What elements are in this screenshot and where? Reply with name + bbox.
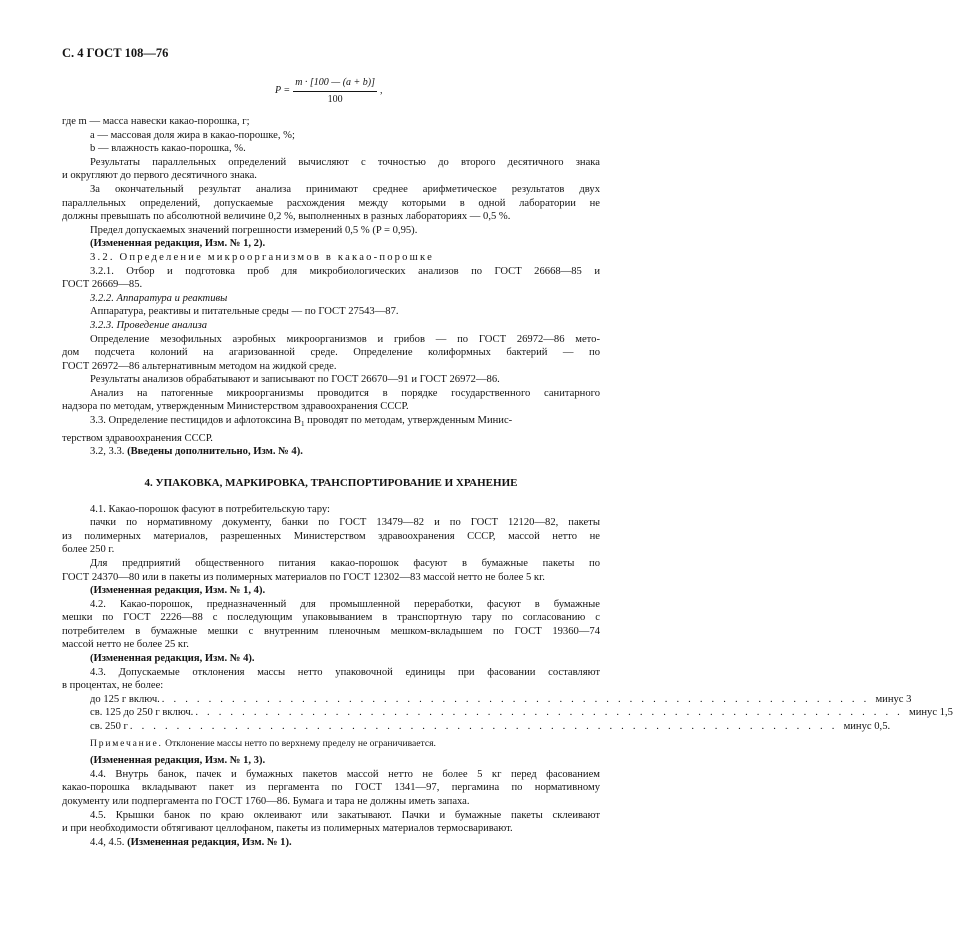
paragraph-line: из полимерных материалов, разрешенных Министерством здравоохранения СССР, массой нетто не [62,530,600,542]
paragraph-line: 4.1. Какао-порошок фасуют в потребительскую тару: [90,503,330,515]
variable-b: b — влажность какао-порошка, %. [90,143,246,155]
leader-dots: . . . . . . . . . . . . . . . . . . . . . . . . . . . . . . . . . . . . . . . . . . . . . . . . . . . . . . . . . . . . . [161,693,870,705]
note-text: Отклонение массы нетто по верхнему пределу не ограничивается. [162,737,436,749]
paragraph-line: пачки по нормативному документу, банки по ГОСТ 13479—82 и по ГОСТ 12120—82, пакеты [90,517,600,529]
page-header: С. 4 ГОСТ 108—76 [62,46,169,60]
subsection-title: 3.2. Определение микроорганизмов в какао-порошке [90,251,435,263]
paragraph-line: Анализ на патогенные микроорганизмы проводится в порядке государственного санитарного [90,387,600,399]
formula [275,76,383,106]
variable-m: где m — масса навески какао-порошка, г; [62,116,250,127]
paragraph-line: ГОСТ 26972—86 альтернативным методом на жидкой среде. [62,360,337,372]
tolerance-label: до 125 г включ. [90,693,160,705]
leader-dots: . . . . . . . . . . . . . . . . . . . . . . . . . . . . . . . . . . . . . . . . . . . . . . . . . . . . . . . . . . . . . [195,707,904,719]
revision-note [62,836,600,850]
paragraph-line: мешки по ГОСТ 2226—88 с последующим упаковыванием в транспортную тару по согласованию с [62,612,600,624]
paragraph-line: ГОСТ 24370—80 или в пакеты из полимерных материалов по ГОСТ 12302—83 массой нетто не более 5 кг. [62,571,545,583]
tolerance-value: минус 0,5. [843,721,891,733]
paragraph-line: в процентах, не более: [62,680,164,692]
paragraph-line: 4.4. Внутрь банок, пачек и бумажных пакетов массой нетто не более 5 кг перед фасованием [90,768,600,780]
paragraph-line: Результаты анализов обрабатывают и записывают по ГОСТ 26670—91 и ГОСТ 26972—86. [90,374,500,386]
formula-numerator: m · [100 — (a + b)] [293,76,377,92]
revision-note [62,445,600,459]
subsection-title: 3.2.3. Проведение анализа [90,319,208,331]
paragraph-line: какао-порошка вкладывают пакет из пергамента по ГОСТ 1341—97, пергамина по нормативному [62,782,600,794]
paragraph-line: и при необходимости обтягивают целлофаном, пакеты из полимерных материалов термосваривают. [62,823,513,835]
paragraph-line: должны превышать по абсолютной величине 0,2 %, выполненных в разных лабораториях — 0,5 %. [62,211,511,223]
tolerance-value: минус 1,5 [909,707,953,719]
formula-lhs: P = [275,85,291,97]
paragraph-line: Определение мезофильных аэробных микроорганизмов и грибов — по ГОСТ 26972—86 мето- [90,333,600,345]
note-bold: (Измененная редакция, Изм. № 1). [127,836,292,848]
formula-tail: , [380,85,383,97]
variable-a: a — массовая доля жира в какао-порошке, %; [90,129,295,141]
paragraph-line: ГОСТ 26669—85. [62,279,143,291]
section-title: 4. УПАКОВКА, МАРКИРОВКА, ТРАНСПОРТИРОВАНИЕ И ХРАНЕНИЕ [144,476,518,489]
revision-note: (Измененная редакция, Изм. № 1, 3). [90,755,266,767]
tolerance-row [62,706,953,720]
document-body [62,115,953,849]
paragraph-line: потребителем в бумажные мешки с внутренним пленочным мешком-вкладышем по ГОСТ 19360—74 [62,625,600,637]
paragraph-line: 4.2. Какао-порошок, предназначенный для промышленной переработки, фасуют в бумажные [90,598,600,610]
tolerance-value: минус 3 [875,693,912,705]
text-span: 3.3. Определение пестицидов и афлотоксина В [90,415,301,427]
paragraph-line: За окончательный результат анализа принимают среднее арифметическое результатов двух [90,183,600,195]
paragraph-line: 4.5. Крышки банок по краю оклеивают или закатывают. Пачки и бумажные пакеты склеивают [90,809,600,821]
leader-dots: . . . . . . . . . . . . . . . . . . . . . . . . . . . . . . . . . . . . . . . . . . . . . . . . . . . . . . . . . . . . . [129,721,838,733]
tolerance-label: св. 250 г [90,721,128,733]
note-bold: (Введены дополнительно, Изм. № 4). [127,446,303,458]
note-prefix: 3.2, 3.3. [90,446,128,458]
subscript: 1 [301,420,305,429]
paragraph-line: Предел допускаемых значений погрешности измерений 0,5 % (P = 0,95). [90,224,418,236]
note-prefix: 4.4, 4.5. [90,836,128,848]
paragraph-line: надзора по методам, утвержденным Министерством здравоохранения СССР. [62,401,409,413]
formula-denominator: 100 [327,93,343,105]
paragraph-line: документу или подпергамента по ГОСТ 1760—86. Бумага и тара не должны иметь запаха. [62,796,470,808]
paragraph-line: массой нетто не более 25 кг. [62,639,189,651]
text-span: проводят по методам, утвержденным Минис- [304,415,513,427]
table-note [62,737,600,751]
paragraph-line: Аппаратура, реактивы и питательные среды — по ГОСТ 27543—87. [90,306,399,318]
note-prefix: Примечание. [90,737,163,749]
paragraph-line [62,414,600,432]
paragraph-line: более 250 г. [62,544,115,556]
paragraph-line: Для предприятий общественного питания какао-порошок фасуют в бумажные пакеты по [90,557,600,569]
revision-note: (Измененная редакция, Изм. № 4). [90,653,255,665]
revision-note: (Измененная редакция, Изм. № 1, 2). [90,238,266,250]
tolerance-row [62,693,912,707]
paragraph-line: 3.2.1. Отбор и подготовка проб для микробиологических анализов по ГОСТ 26668—85 и [90,265,600,277]
paragraph-line: и округляют до первого десятичного знака. [62,170,257,182]
paragraph-line: Результаты параллельных определений вычисляют с точностью до второго десятичного знака [90,156,600,168]
paragraph-line: параллельных определений, допускаемые расхождения между которыми в одной лаборатории не [62,197,600,209]
paragraph-line: дом подсчета колоний на агаризованной среде. Определение колиформных бактерий — по [62,347,600,359]
revision-note: (Измененная редакция, Изм. № 1, 4). [90,585,266,597]
tolerance-label: св. 125 до 250 г включ. [90,707,194,719]
paragraph-line: терством здравоохранения СССР. [62,432,213,444]
tolerance-row [62,720,891,734]
subsection-title: 3.2.2. Аппаратура и реактивы [90,292,228,304]
paragraph-line: 4.3. Допускаемые отклонения массы нетто упаковочной единицы при фасовании составляют [90,666,600,678]
formula-fraction [293,76,377,106]
